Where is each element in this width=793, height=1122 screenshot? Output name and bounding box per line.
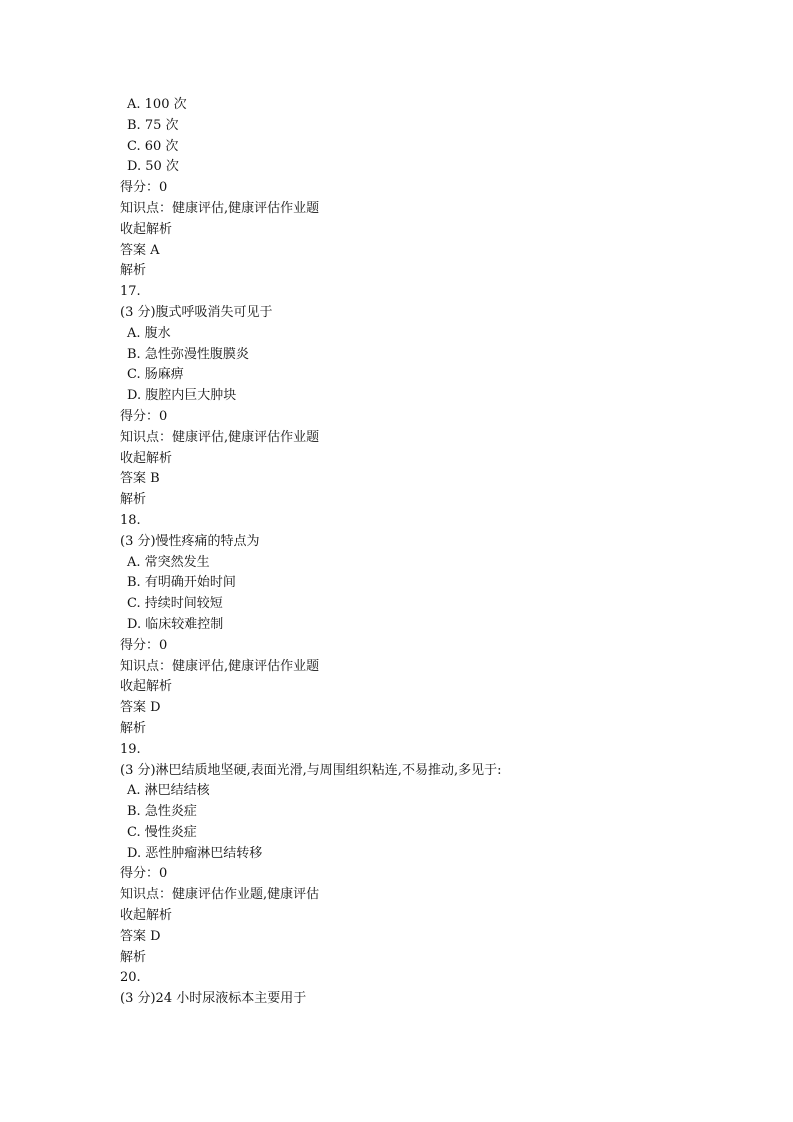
analysis-label: 解析 <box>120 263 147 279</box>
question-number: 20. <box>120 970 141 986</box>
option-a: A. 常突然发生 <box>127 554 210 570</box>
option-b: B. 急性弥漫性腹膜炎 <box>127 346 249 362</box>
question-stem: (3 分)淋巴结质地坚硬,表面光滑,与周围组织粘连,不易推动,多见于: <box>120 762 502 778</box>
analysis-label: 解析 <box>120 492 147 508</box>
analysis-label: 解析 <box>120 949 147 965</box>
option-a: A. 淋巴结结核 <box>127 783 210 799</box>
option-c: C. 60 次 <box>127 138 179 154</box>
collapse-analysis-link[interactable]: 收起解析 <box>120 679 173 695</box>
collapse-analysis-link[interactable]: 收起解析 <box>120 221 173 237</box>
question-block-20 <box>0 968 793 1010</box>
option-c: C. 肠麻痹 <box>127 367 184 383</box>
document-body <box>0 95 793 1010</box>
answer-text: 答案 D <box>120 700 161 716</box>
collapse-analysis-link[interactable]: 收起解析 <box>120 450 173 466</box>
option-b: B. 有明确开始时间 <box>127 575 236 591</box>
collapse-analysis-link[interactable]: 收起解析 <box>120 908 173 924</box>
knowledge-point: 知识点：健康评估,健康评估作业题 <box>120 200 320 216</box>
knowledge-point: 知识点：健康评估,健康评估作业题 <box>120 658 320 674</box>
question-stem: (3 分)慢性疼痛的特点为 <box>120 533 260 549</box>
question-number: 17. <box>120 284 141 300</box>
knowledge-point: 知识点：健康评估,健康评估作业题 <box>120 429 320 445</box>
option-c: C. 慢性炎症 <box>127 824 197 840</box>
score-text: 得分：0 <box>120 180 168 196</box>
question-block-18 <box>0 511 793 740</box>
option-a: A. 100 次 <box>127 97 187 112</box>
score-text: 得分：0 <box>120 637 168 653</box>
answer-text: 答案 B <box>120 471 160 487</box>
option-a: A. 腹水 <box>127 325 171 341</box>
question-block-16 <box>0 95 793 282</box>
answer-text: 答案 A <box>120 242 160 258</box>
option-b: B. 急性炎症 <box>127 804 197 820</box>
question-block-19 <box>0 740 793 969</box>
question-number: 19. <box>120 741 141 757</box>
option-d: D. 恶性肿瘤淋巴结转移 <box>127 845 263 861</box>
option-d: D. 50 次 <box>127 159 179 175</box>
knowledge-point: 知识点：健康评估作业题,健康评估 <box>120 887 320 903</box>
question-stem: (3 分)腹式呼吸消失可见于 <box>120 304 273 320</box>
question-number: 18. <box>120 512 141 528</box>
answer-text: 答案 D <box>120 928 161 944</box>
option-c: C. 持续时间较短 <box>127 596 223 612</box>
option-d: D. 腹腔内巨大肿块 <box>127 388 237 404</box>
option-b: B. 75 次 <box>127 117 179 133</box>
question-block-17 <box>0 282 793 511</box>
question-stem: (3 分)24 小时尿液标本主要用于 <box>120 991 307 1007</box>
score-text: 得分：0 <box>120 866 168 882</box>
option-d: D. 临床较难控制 <box>127 616 224 632</box>
score-text: 得分：0 <box>120 408 168 424</box>
analysis-label: 解析 <box>120 720 147 736</box>
